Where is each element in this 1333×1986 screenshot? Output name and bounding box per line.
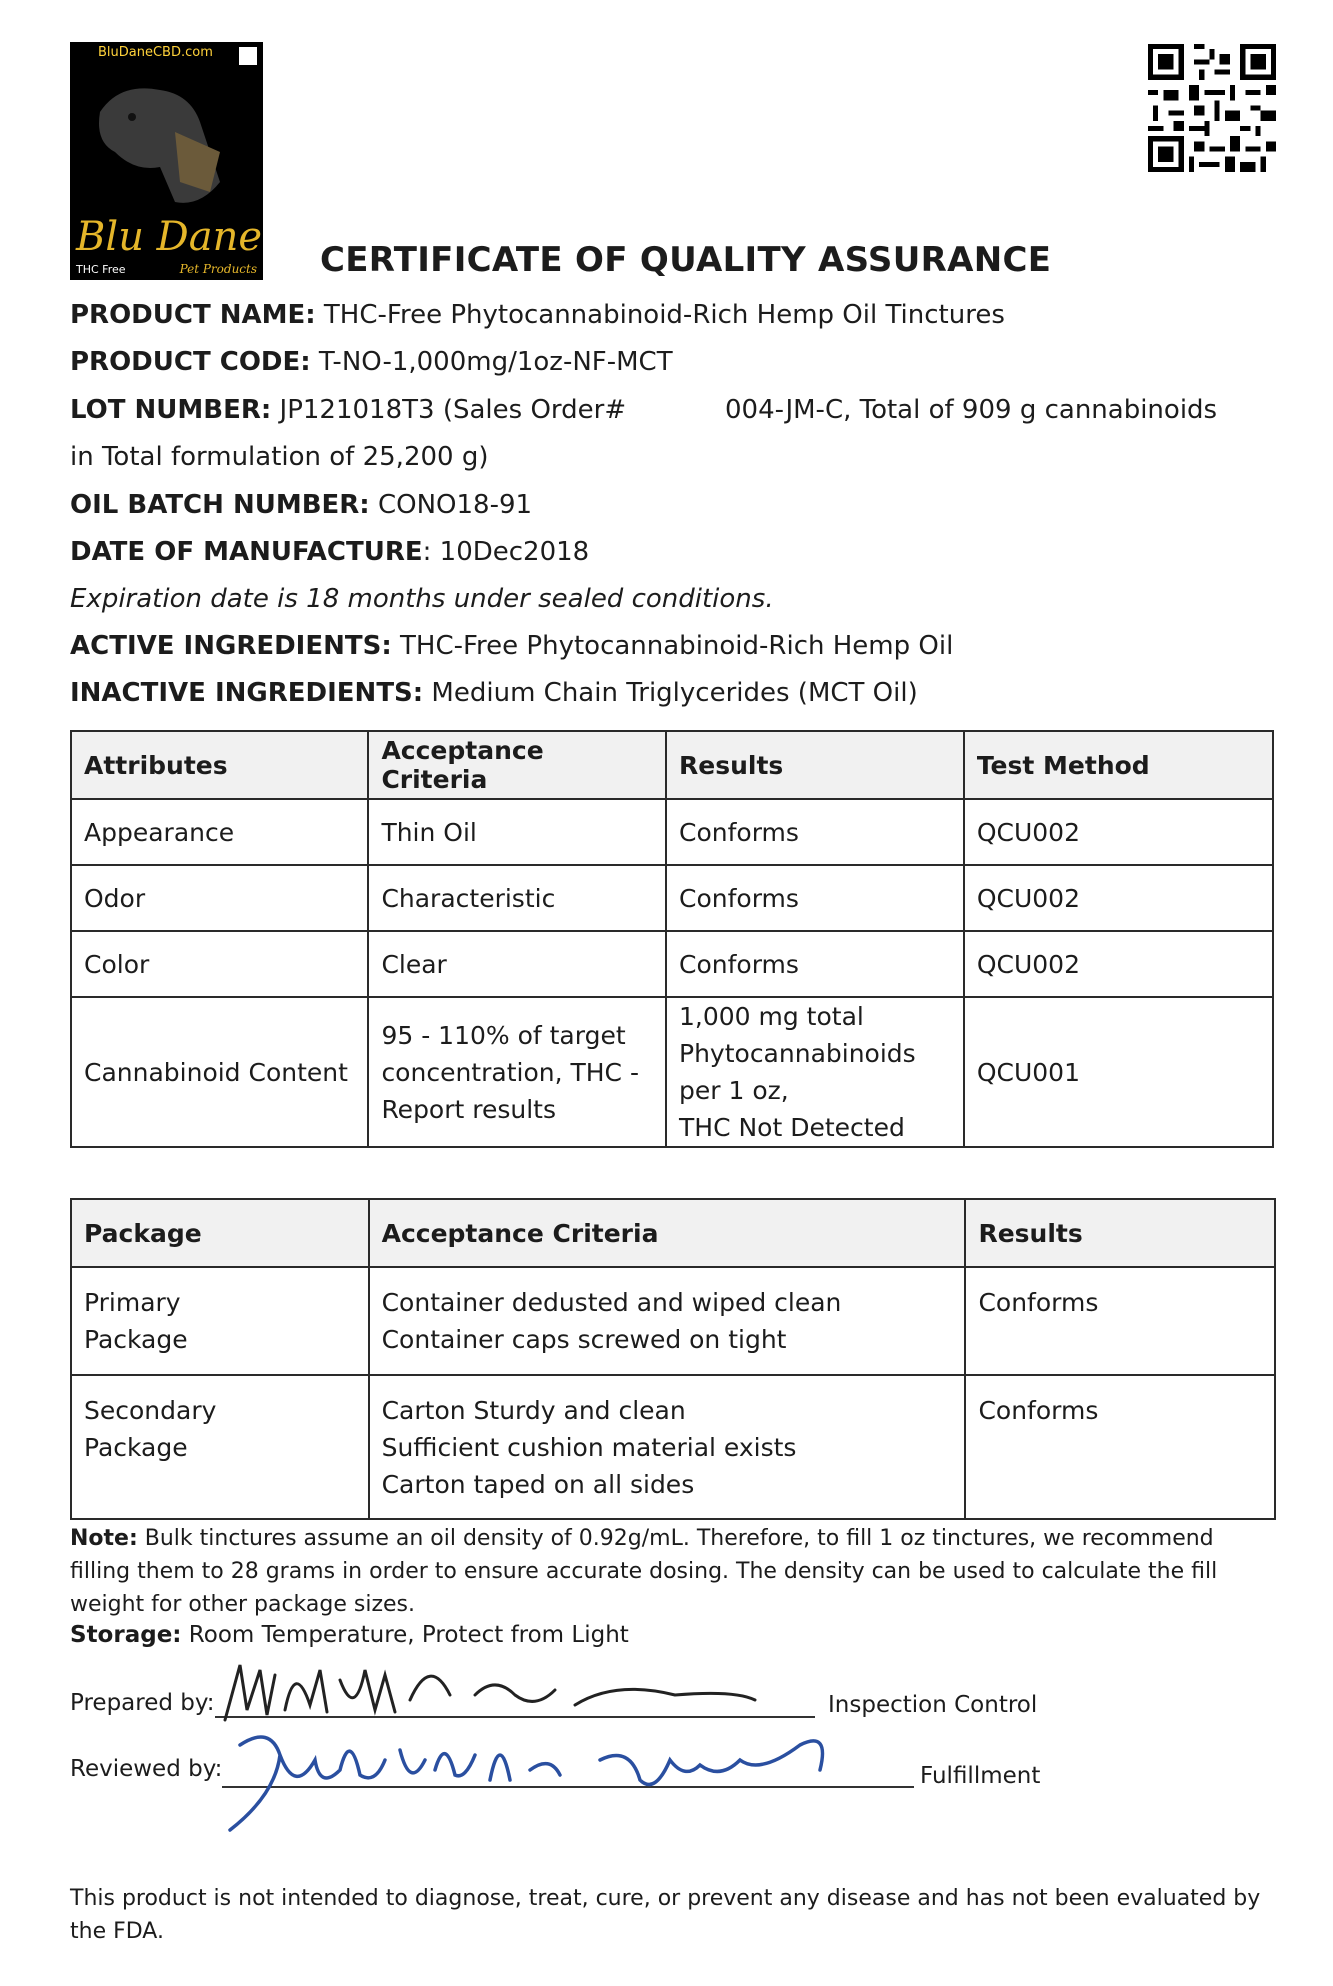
column-header: Test Method bbox=[964, 731, 1273, 799]
mini-qr-icon bbox=[239, 47, 257, 65]
package-cell bbox=[71, 1267, 369, 1375]
dog-icon bbox=[80, 72, 255, 212]
brand-logo bbox=[70, 42, 263, 280]
criteria-line: Carton Sturdy and clean bbox=[381, 1396, 686, 1425]
result-line: 1,000 mg total bbox=[679, 1002, 864, 1031]
result-cell: Conforms bbox=[666, 865, 964, 931]
lot-number-value: JP121018T3 (Sales Order# bbox=[271, 395, 627, 425]
prepared-by-label: Prepared by: bbox=[70, 1690, 215, 1716]
criteria-line: Container caps screwed on tight bbox=[381, 1325, 787, 1354]
formulation-value: in Total formulation of 25,200 g) bbox=[70, 442, 489, 472]
column-header: Acceptance Criteria bbox=[368, 731, 666, 799]
oil-batch-value: CONO18-91 bbox=[369, 490, 533, 520]
product-code-line bbox=[70, 347, 673, 377]
active-ingredients-label: ACTIVE INGREDIENTS: bbox=[70, 631, 392, 661]
reviewed-role: Fulfillment bbox=[920, 1763, 1041, 1789]
table-row bbox=[71, 997, 1273, 1147]
lot-number-label: LOT NUMBER: bbox=[70, 395, 272, 425]
criteria-cell: Thin Oil bbox=[368, 799, 666, 865]
column-header: Acceptance Criteria bbox=[369, 1199, 966, 1267]
result-cell: Conforms bbox=[965, 1267, 1275, 1375]
reviewed-by-label: Reviewed by: bbox=[70, 1756, 223, 1782]
storage-label: Storage: bbox=[70, 1622, 182, 1648]
note-text: Bulk tinctures assume an oil density of 0.92g/mL. Therefore, to fill 1 oz tinctures, we recommend filling them to 28 grams in order to ensure accurate dosing. The density can be used to calculate the fill weight for other package sizes. bbox=[70, 1526, 1218, 1617]
method-cell: QCU002 bbox=[964, 865, 1273, 931]
column-header: Results bbox=[666, 731, 964, 799]
active-ingredients-value: THC-Free Phytocannabinoid-Rich Hemp Oil bbox=[391, 631, 954, 661]
result-cell: Conforms bbox=[965, 1375, 1275, 1519]
result-line: per 1 oz, bbox=[679, 1076, 789, 1105]
table-row bbox=[71, 799, 1273, 865]
table-header-row bbox=[71, 731, 1273, 799]
oil-batch-label: OIL BATCH NUMBER: bbox=[70, 490, 370, 520]
method-cell: QCU002 bbox=[964, 799, 1273, 865]
logo-brand: Blu Dane bbox=[76, 214, 263, 260]
package-line: Primary bbox=[84, 1288, 181, 1317]
result-line: Phytocannabinoids bbox=[679, 1039, 916, 1068]
column-header: Package bbox=[71, 1199, 369, 1267]
note-paragraph bbox=[70, 1522, 1270, 1621]
storage-line bbox=[70, 1622, 629, 1648]
criteria-line: 95 - 110% of target bbox=[381, 1020, 626, 1050]
logo-tagline: Pet Products bbox=[179, 262, 257, 276]
method-cell: QCU001 bbox=[964, 997, 1273, 1147]
oil-batch-line bbox=[70, 490, 532, 520]
criteria-cell: Characteristic bbox=[368, 865, 666, 931]
logo-badge: THC Free bbox=[76, 263, 126, 276]
inactive-ingredients-line bbox=[70, 678, 918, 708]
package-line: Package bbox=[84, 1325, 188, 1354]
table-header-row bbox=[71, 1199, 1275, 1267]
criteria-cell: Clear bbox=[368, 931, 666, 997]
criteria-cell bbox=[368, 997, 666, 1147]
attribute-cell: Odor bbox=[71, 865, 368, 931]
criteria-line: concentration, THC - bbox=[381, 1057, 639, 1087]
product-code-label: PRODUCT CODE: bbox=[70, 347, 311, 377]
prepared-role: Inspection Control bbox=[828, 1692, 1038, 1718]
method-cell: QCU002 bbox=[964, 931, 1273, 997]
reviewed-signature bbox=[200, 1700, 850, 1840]
criteria-line: Sufficient cushion material exists bbox=[381, 1433, 797, 1462]
expiration-note: Expiration date is 18 months under sealed conditions. bbox=[70, 584, 774, 614]
lot-number-line bbox=[70, 395, 626, 425]
product-name-value: THC-Free Phytocannabinoid-Rich Hemp Oil Tinctures bbox=[315, 300, 1005, 330]
table-row bbox=[71, 931, 1273, 997]
attribute-cell: Appearance bbox=[71, 799, 368, 865]
disclaimer: This product is not intended to diagnose, treat, cure, or prevent any disease and has not been evaluated by the FDA. bbox=[70, 1886, 1261, 1944]
inactive-ingredients-label: INACTIVE INGREDIENTS: bbox=[70, 678, 424, 708]
product-name-line bbox=[70, 300, 1005, 330]
page-title: CERTIFICATE OF QUALITY ASSURANCE bbox=[320, 240, 1052, 280]
inactive-ingredients-value: Medium Chain Triglycerides (MCT Oil) bbox=[423, 678, 918, 708]
package-line: Secondary bbox=[84, 1396, 217, 1425]
criteria-cell bbox=[369, 1267, 966, 1375]
result-cell: Conforms bbox=[666, 799, 964, 865]
note-label: Note: bbox=[70, 1526, 138, 1551]
qr-code-icon bbox=[1148, 44, 1276, 172]
result-line: THC Not Detected bbox=[679, 1113, 905, 1142]
table-row bbox=[71, 1267, 1275, 1375]
column-header: Attributes bbox=[71, 731, 368, 799]
package-table bbox=[70, 1198, 1276, 1520]
attribute-cell: Cannabinoid Content bbox=[71, 997, 368, 1147]
criteria-line: Carton taped on all sides bbox=[381, 1470, 695, 1499]
column-header: Results bbox=[965, 1199, 1275, 1267]
manufacture-date-line bbox=[70, 537, 589, 567]
manufacture-date-label: DATE OF MANUFACTURE bbox=[70, 537, 423, 567]
result-cell: Conforms bbox=[666, 931, 964, 997]
table-row bbox=[71, 1375, 1275, 1519]
product-name-label: PRODUCT NAME: bbox=[70, 300, 316, 330]
sales-order-value: 004-JM-C, Total of 909 g cannabinoids bbox=[725, 395, 1218, 425]
package-line: Package bbox=[84, 1433, 188, 1462]
storage-text: Room Temperature, Protect from Light bbox=[181, 1622, 629, 1648]
product-code-value: T-NO-1,000mg/1oz-NF-MCT bbox=[310, 347, 673, 377]
logo-site: BluDaneCBD.com bbox=[98, 45, 213, 60]
result-cell bbox=[666, 997, 964, 1147]
table-row bbox=[71, 865, 1273, 931]
package-cell bbox=[71, 1375, 369, 1519]
criteria-line: Container dedusted and wiped clean bbox=[381, 1288, 842, 1317]
criteria-cell bbox=[369, 1375, 966, 1519]
criteria-line: Report results bbox=[381, 1094, 557, 1124]
active-ingredients-line bbox=[70, 631, 953, 661]
manufacture-date-value: : 10Dec2018 bbox=[422, 537, 590, 567]
attribute-cell: Color bbox=[71, 931, 368, 997]
attributes-table bbox=[70, 730, 1274, 1148]
